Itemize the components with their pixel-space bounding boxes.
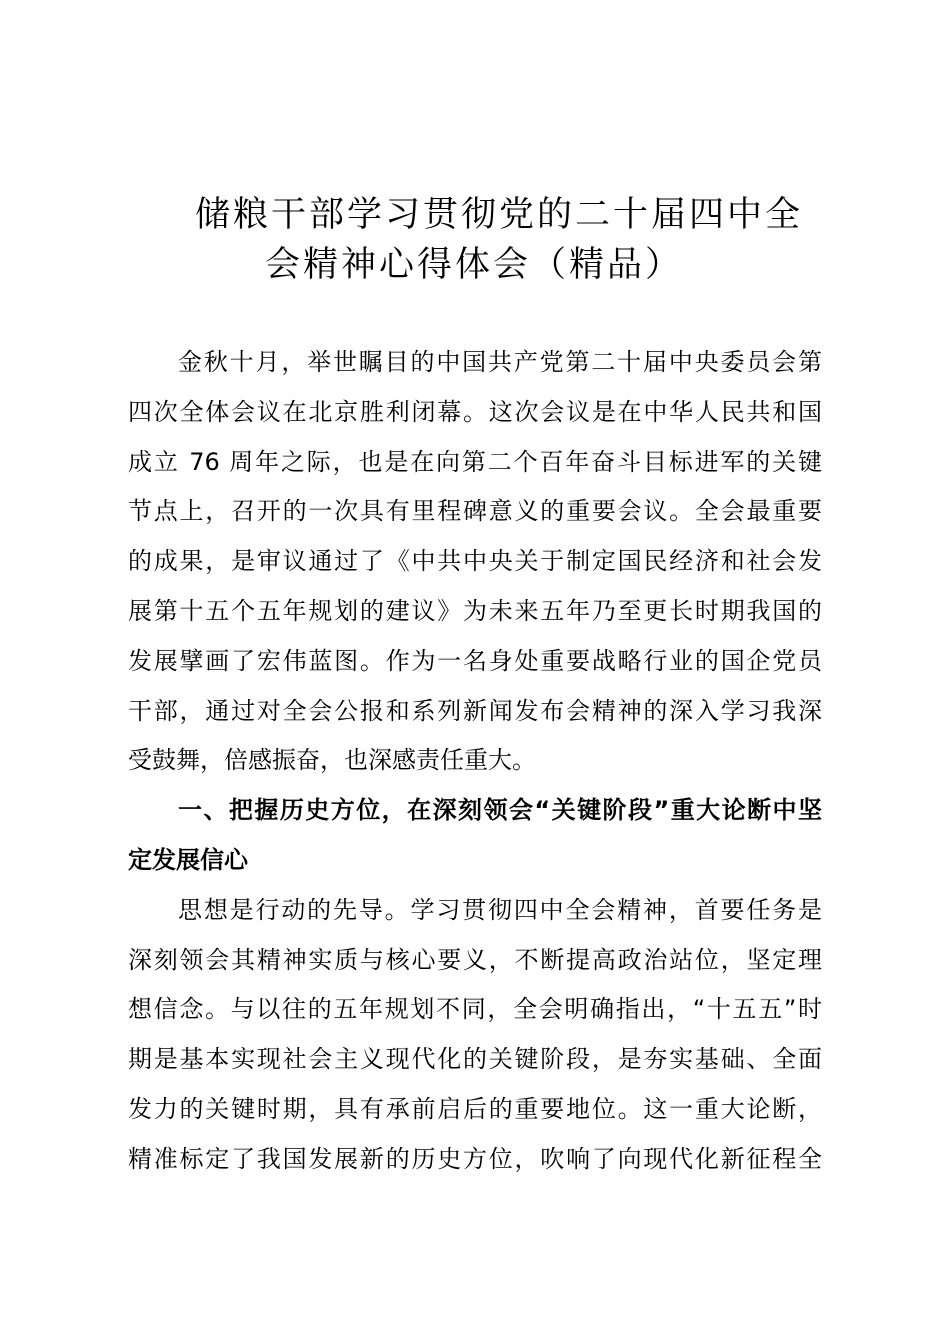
paragraph-2-line: 深刻领会其精神实质与核心要义，不断提高政治站位，坚定理 [128,945,822,974]
paragraph-2-line: 精准标定了我国发展新的历史方位，吹响了向现代化新征程全 [128,1144,822,1173]
paragraph-1-line: 展第十五个五年规划的建议》为未来五年乃至更长时期我国的 [128,596,822,625]
paragraph-1-line: 四次全体会议在北京胜利闭幕。这次会议是在中华人民共和国 [128,397,822,426]
paragraph-1-line: 受鼓舞，倍感振奋，也深感责任重大。 [128,746,536,775]
paragraph-2-line: 期是基本实现社会主义现代化的关键阶段，是夯实基础、全面 [128,1045,822,1074]
document-title-line-1: 储粮干部学习贯彻党的二十届四中全 [195,195,804,235]
paragraph-1-line: 金秋十月，举世瞩目的中国共产党第二十届中央委员会第 [178,348,822,376]
paragraph-2-line: 发力的关键时期，具有承前启后的重要地位。这一重大论断， [128,1094,822,1123]
section-heading-1-line: 一、把握历史方位，在深刻领会“关键阶段”重大论断中坚 [178,796,822,825]
document-body [128,338,822,1185]
document-title-line-2: 会精神心得体会（精品） [265,245,684,285]
paragraph-1-line: 发展擘画了宏伟蓝图。作为一名身处重要战略行业的国企党员 [128,646,822,675]
paragraph-2-line: 思想是行动的先导。学习贯彻四中全会精神，首要任务是 [178,895,822,924]
paragraph-1-line: 干部，通过对全会公报和系列新闻发布会精神的深入学习我深 [128,696,822,725]
paragraph-1-line: 节点上，召开的一次具有里程碑意义的重要会议。全会最重要 [128,497,822,526]
section-heading-1-line: 定发展信心 [128,845,248,874]
paragraph-1-line: 成立 76 周年之际，也是在向第二个百年奋斗目标进军的关键 [128,447,822,476]
paragraph-2-line: 想信念。与以往的五年规划不同，全会明确指出，“十五五”时 [128,995,822,1024]
paragraph-1-line: 的成果，是审议通过了《中共中央关于制定国民经济和社会发 [128,547,822,576]
